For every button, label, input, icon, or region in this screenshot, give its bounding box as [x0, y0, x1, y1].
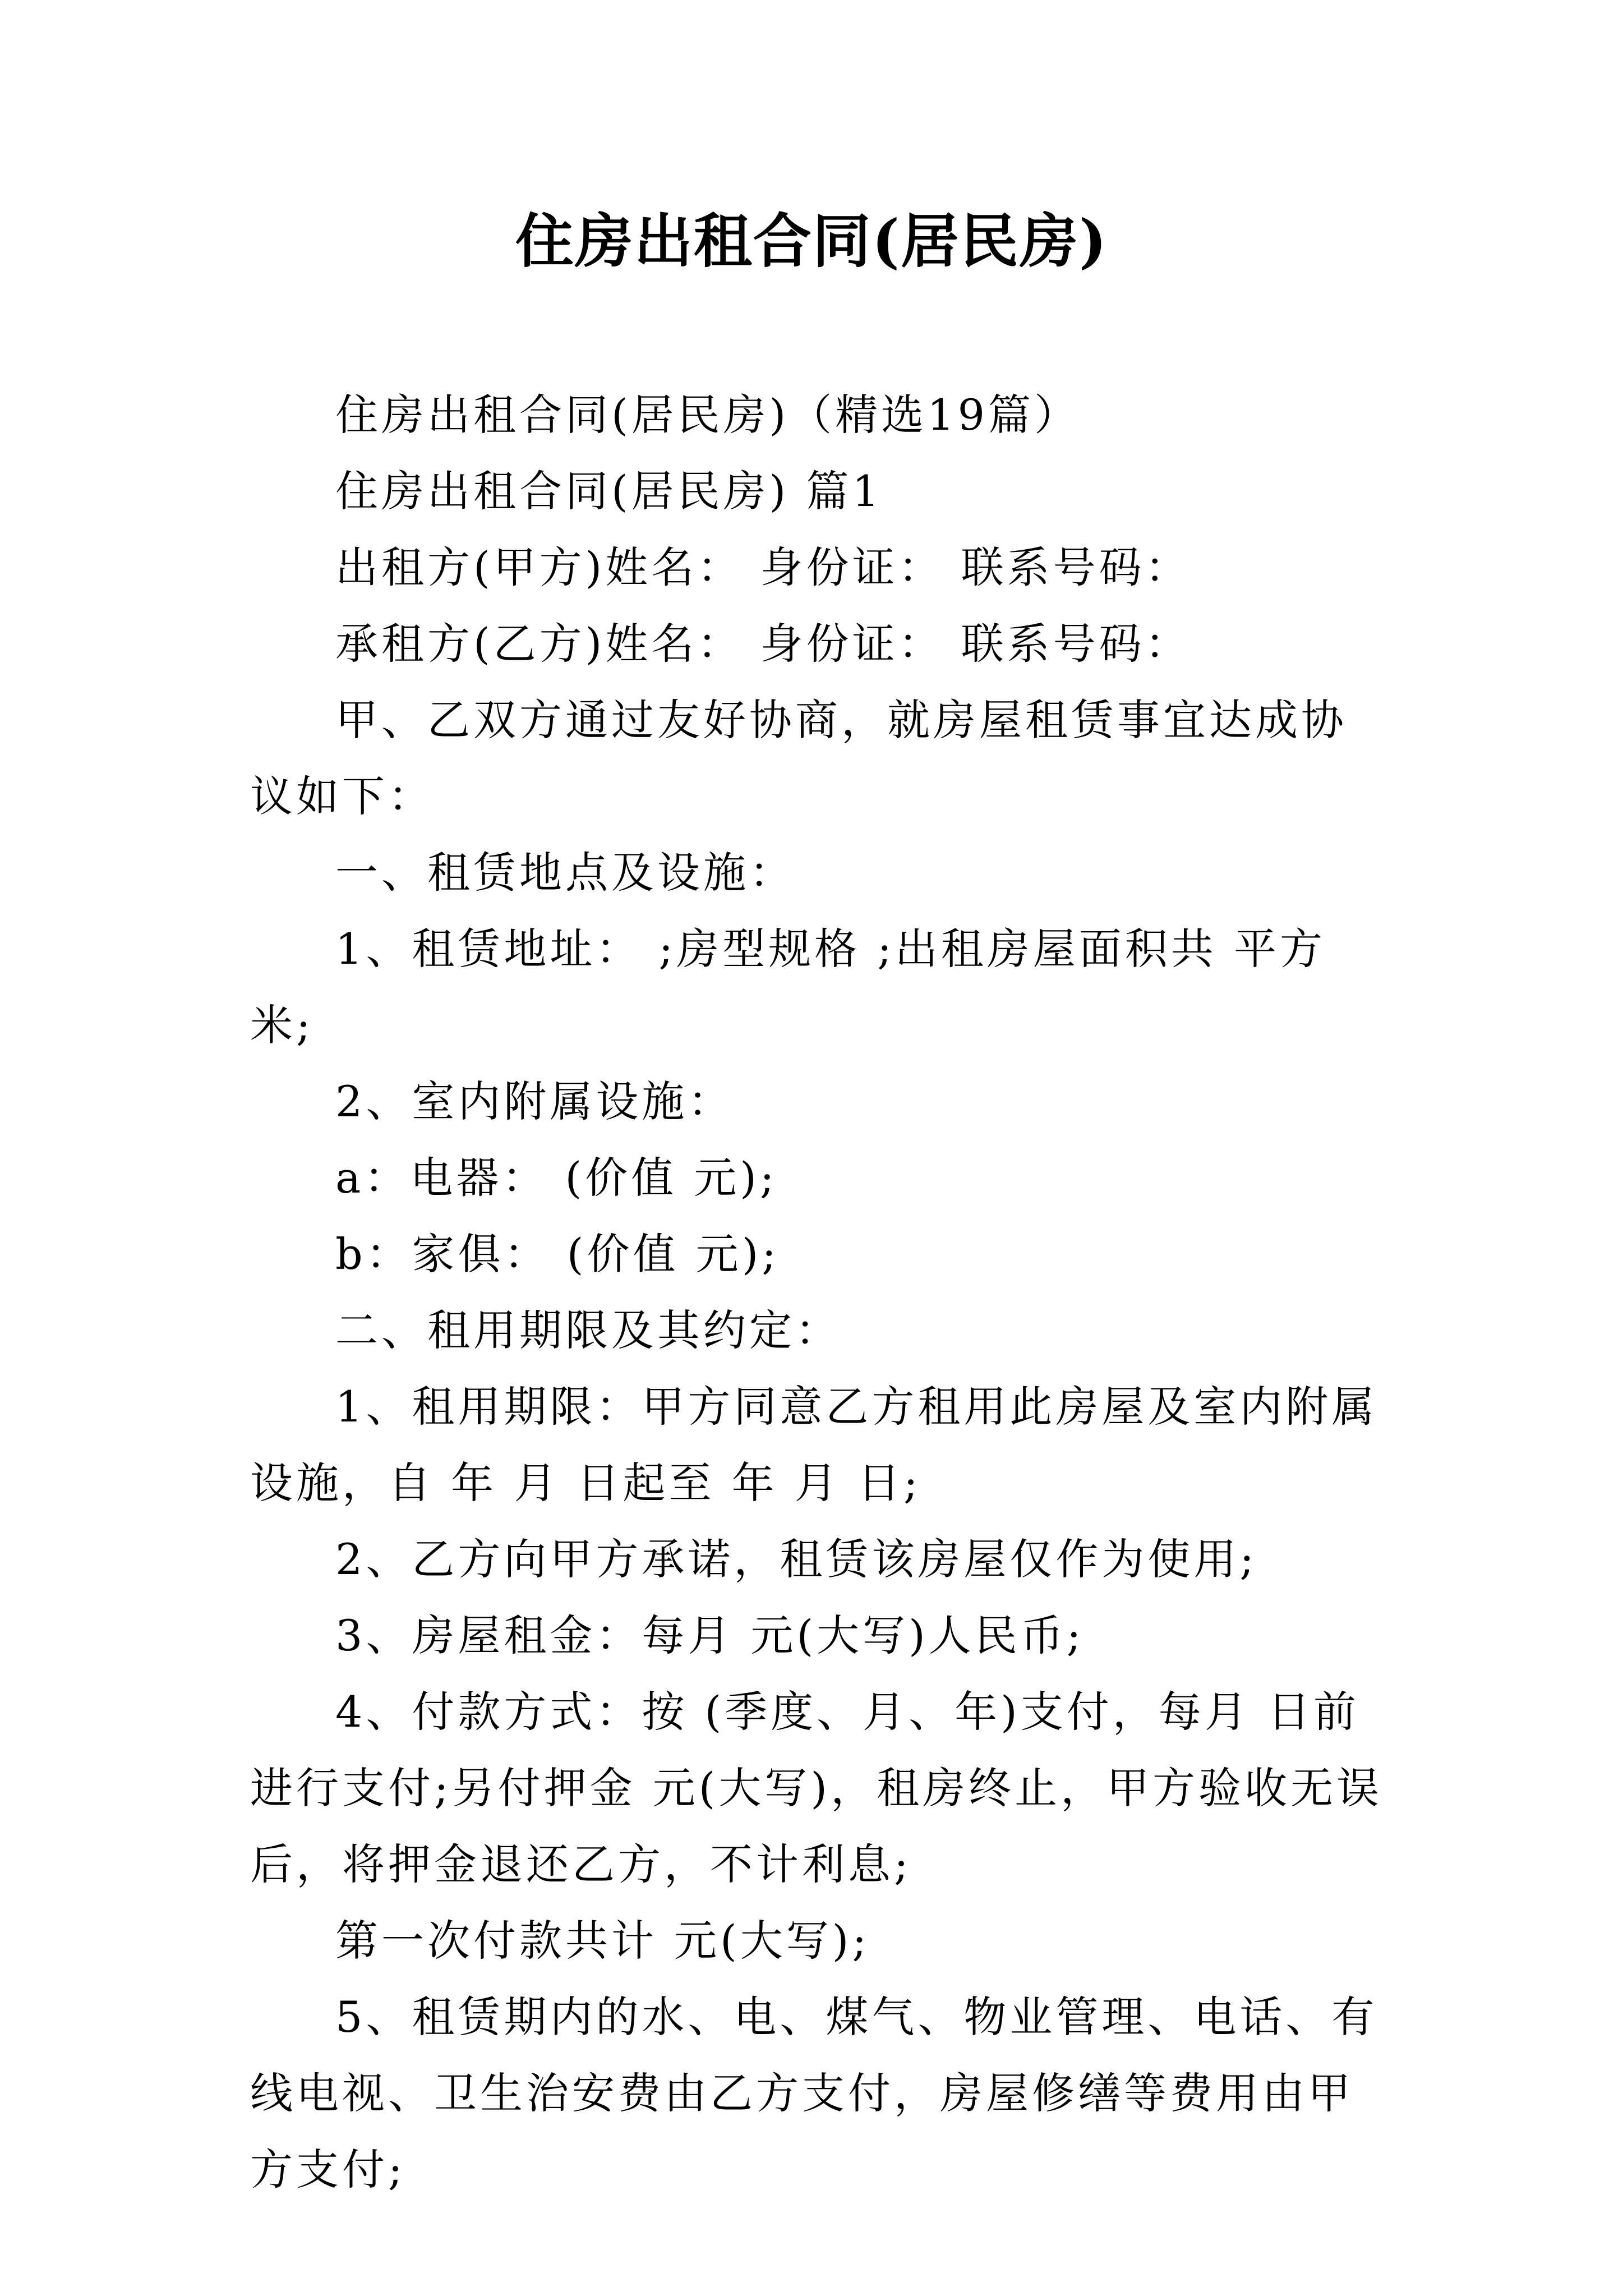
- paragraph-clause-2-5: 5、租赁期内的水、电、煤气、物业管理、电话、有线电视、卫生治安费由乙方支付，房屋修缮等费用由甲方支付;: [250, 1992, 1378, 2194]
- paragraph-subtitle: 住房出租合同(居民房)（精选19篇）: [335, 390, 1081, 440]
- paragraph-lessee: 承租方(乙方)姓名： 身份证： 联系号码：: [335, 619, 1191, 669]
- paragraph-clause-2-heading: 二、租用期限及其约定：: [335, 1305, 841, 1355]
- paragraph-lessor: 出租方(甲方)姓名： 身份证： 联系号码：: [335, 542, 1191, 592]
- paragraph-clause-2-1: 1、租用期限：甲方同意乙方租用此房屋及室内附属设施，自 年 月 日起至 年 月 日;: [250, 1382, 1378, 1508]
- document-body: [250, 377, 1389, 2208]
- paragraph-section-heading: 住房出租合同(居民房) 篇1: [335, 466, 883, 516]
- document-title: 住房出租合同(居民房): [515, 206, 1108, 275]
- paragraph-clause-2-2: 2、乙方向甲方承诺，租赁该房屋仅作为使用;: [335, 1534, 1257, 1584]
- paragraph-first-payment: 第一次付款共计 元(大写);: [335, 1916, 870, 1966]
- paragraph-clause-2-3: 3、房屋租金：每月 元(大写)人民币;: [335, 1611, 1085, 1660]
- paragraph-clause-2-4: 4、付款方式：按 (季度、月、年)支付，每月 日前进行支付;另付押金 元(大写)，租房终止，甲方验收无误后，将押金退还乙方，不计利息;: [250, 1687, 1383, 1889]
- paragraph-intro: 甲、乙双方通过友好协商，就房屋租赁事宜达成协议如下：: [250, 695, 1347, 821]
- paragraph-clause-1-1: 1、租赁地址： ;房型规格 ;出租房屋面积共 平方米;: [250, 924, 1326, 1050]
- paragraph-clause-1-heading: 一、租赁地点及设施：: [335, 848, 795, 898]
- paragraph-clause-1-2: 2、室内附属设施：: [335, 1076, 734, 1126]
- paragraph-clause-1-2b: b：家俱： (价值 元);: [335, 1229, 780, 1279]
- paragraph-clause-1-2a: a：电器： (价值 元);: [335, 1153, 778, 1203]
